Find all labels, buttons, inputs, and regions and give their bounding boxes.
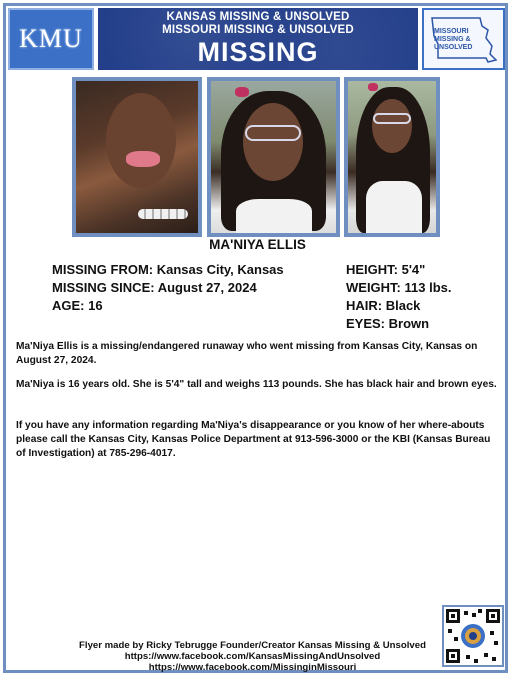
description-paragraph-1: Ma'Niya Ellis is a missing/endangered runaway who went missing from Kansas City, Kansas on August 27, 2024. [16,341,478,366]
photo-3 [344,77,440,237]
banner-line-kansas: KANSAS MISSING & UNSOLVED [166,11,350,23]
eyes: EYES: Brown [346,316,430,331]
hair: HAIR: Black [346,298,421,313]
kmu-logo [8,8,94,70]
banner-line-missouri: MISSOURI MISSING & UNSOLVED [162,24,354,36]
missouri-logo-text: MISSOURI MISSING & UNSOLVED [434,28,473,51]
missouri-logo [422,8,505,70]
weight: WEIGHT: 113 lbs. [346,280,452,295]
description-paragraph-2: Ma'Niya is 16 years old. She is 5'4" tall and weighs 113 pounds. She has black hair and brown eyes. [16,379,497,390]
kmu-logo-text: KMU [19,24,83,53]
qr-code[interactable] [442,605,504,667]
header [8,8,505,70]
flyer-credit: Flyer made by Ricky Tebrugge Founder/Creator Kansas Missing & Unsolved [79,640,426,651]
photo-2 [207,77,340,237]
person-name: MA'NIYA ELLIS [209,237,306,252]
facebook-link-missouri[interactable]: https://www.facebook.com/MissinginMissouri [148,662,357,673]
missing-banner [98,8,418,70]
missing-since: MISSING SINCE: August 27, 2024 [52,280,257,295]
banner-title: MISSING [197,37,319,67]
photo-1 [72,77,202,237]
contact-paragraph: If you have any information regarding Ma'Niya's disappearance or you know of her where-abouts please call the Kansas City, Kansas Police Department at 913-596-3000 or the KBI (Kansas Bureau of Investigation) at 785-296-4017. [16,420,491,459]
facebook-link-kansas[interactable]: https://www.facebook.com/KansasMissingAndUnsolved [124,651,381,662]
height: HEIGHT: 5'4" [346,262,426,277]
missing-from: MISSING FROM: Kansas City, Kansas [52,262,284,277]
qr-code-icon [444,607,502,665]
age: AGE: 16 [52,298,103,313]
